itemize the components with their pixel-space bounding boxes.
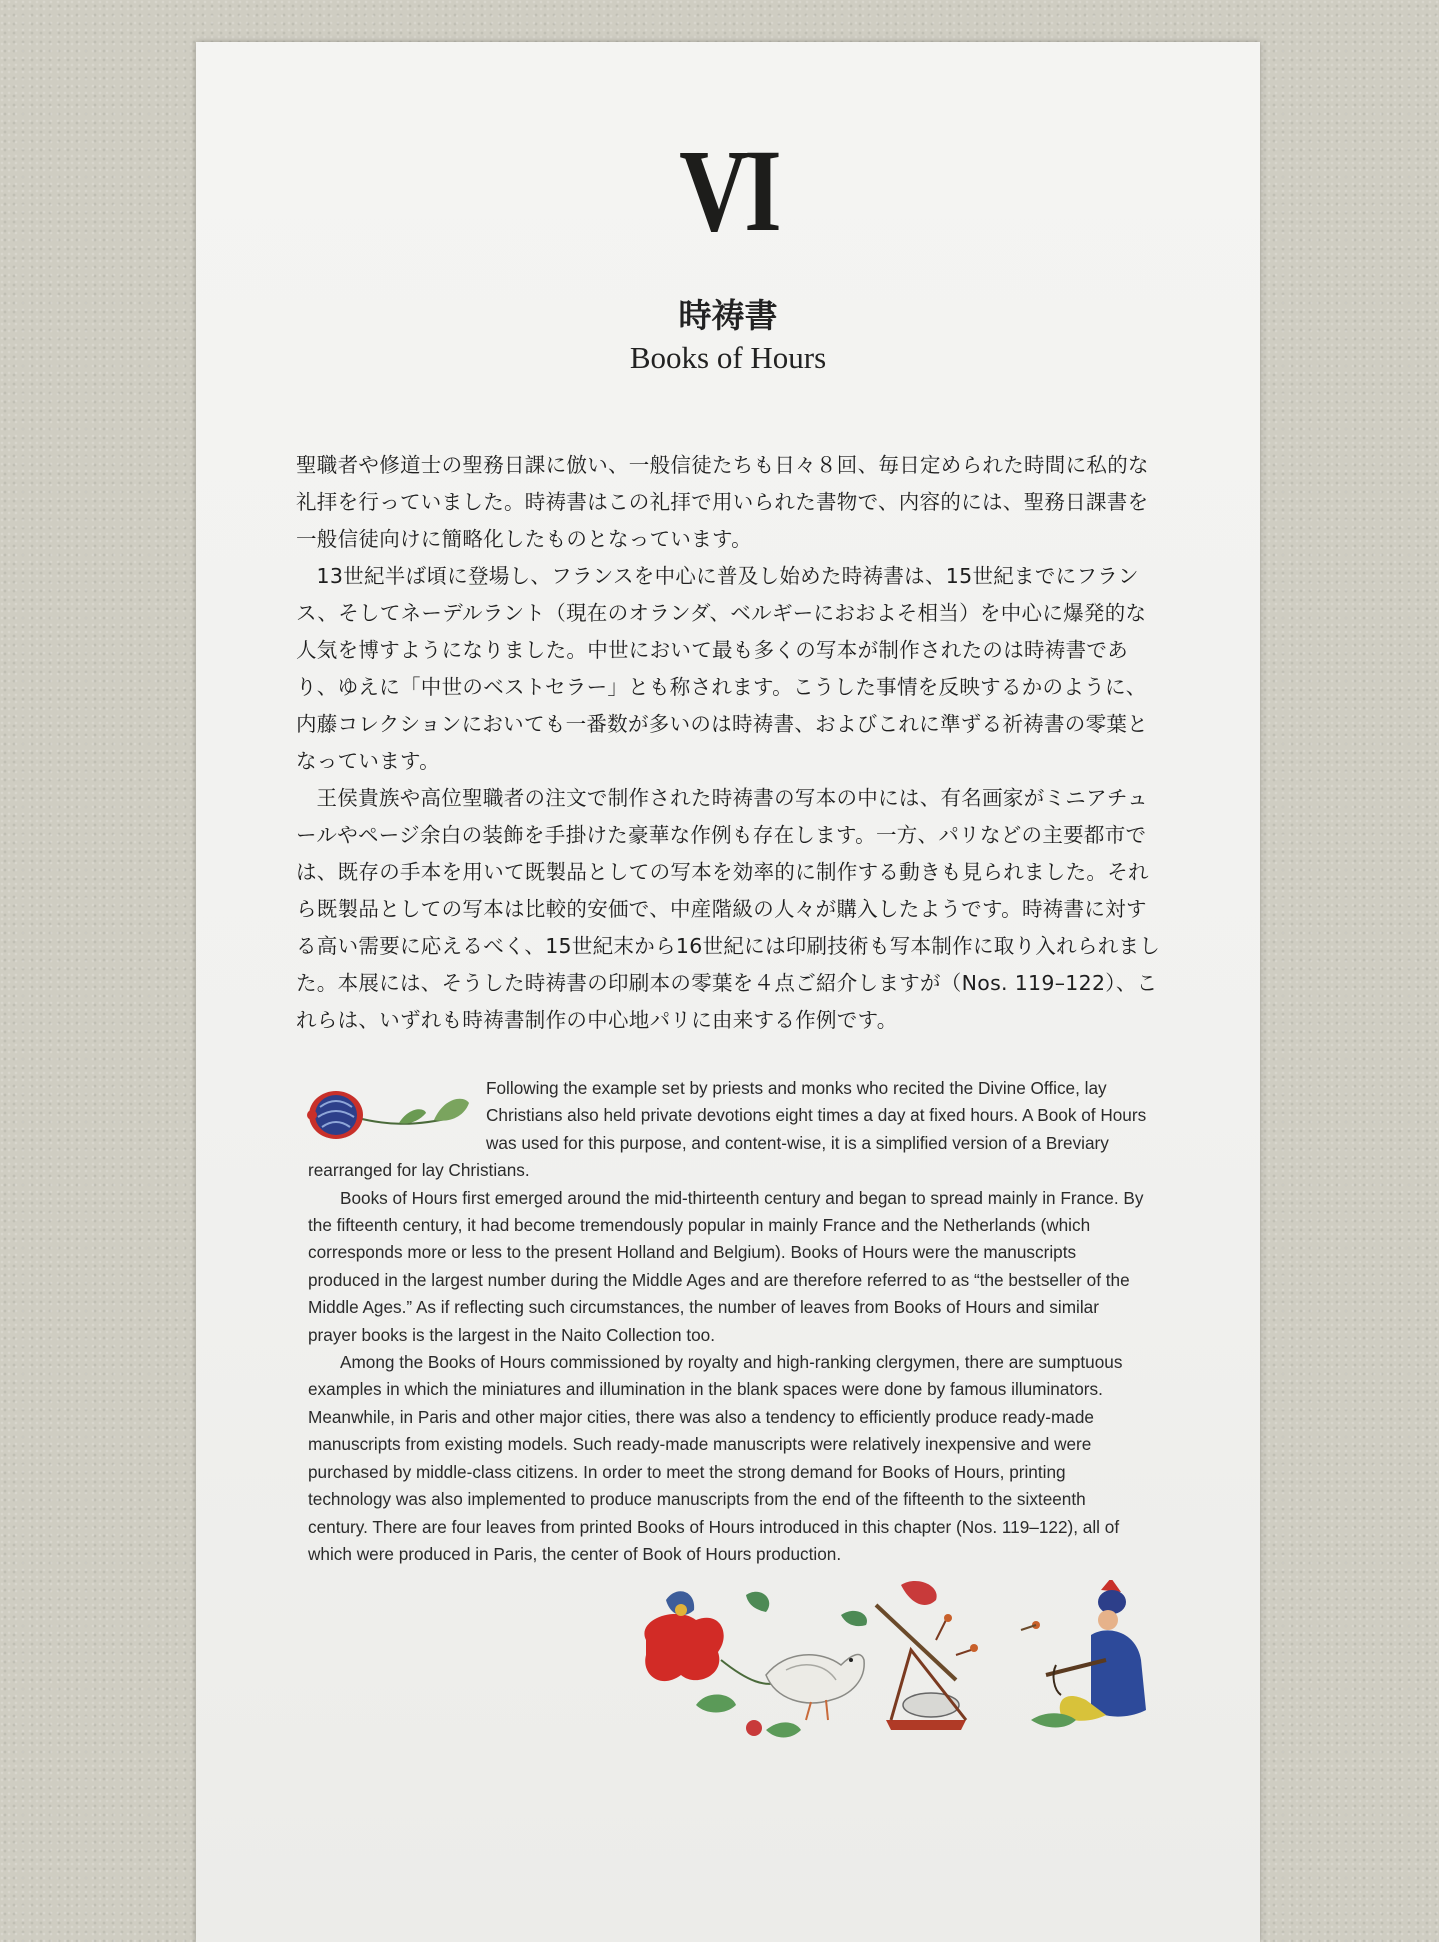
- english-text-block: [308, 1075, 1150, 1568]
- jp-paragraph: 13世紀半ば頃に登場し、フランスを中心に普及し始めた時祷書は、15世紀までにフランス、そしてネーデルラント（現在のオランダ、ベルギーにおおよそ相当）を中心に爆発的な人気を博すようになりました。中世において最も多くの写本が制作されたのは時祷書であり、ゆえに「中世のベストセラー」とも称されます。こうした事情を反映するかのように、内藤コレクションにおいても一番数が多いのは時祷書、およびこれに準ずる祈祷書の零葉となっています。: [296, 564, 1148, 773]
- title-japanese: 時祷書: [678, 296, 778, 335]
- jp-paragraph: 王侯貴族や高位聖職者の注文で制作された時祷書の写本の中には、有名画家がミニアチュールやページ余白の装飾を手掛けた豪華な作例も存在します。一方、パリなどの主要都市では、既存の手本を用いて既製品としての写本を効率的に制作する動きも見られました。それら既製品としての写本は比較的安価で、中産階級の人々が購入したようです。時祷書に対する高い需要に応えるべく、15世紀末から16世紀には印刷技術も写本制作に取り入れられました。本展には、そうした時祷書の印刷本の零葉を４点ご紹介しますが（Nos. 119–122）、これらは、いずれも時祷書制作の中心地パリに由来する作例です。: [296, 786, 1161, 1032]
- japanese-text-block: [296, 447, 1164, 1039]
- blue-flower-ornament-icon: [304, 1077, 476, 1149]
- en-paragraph: Books of Hours first emerged around the mid-thirteenth century and began to spread mainly in France. By the fifteenth century, it had become tremendously popular in mainly France and the Netherlands (which corresponds more or less to the present Holland and Belgium). Books of Hours were the manuscripts produced in the largest number during the Middle Ages and are therefore referred to as “the bestseller of the Middle Ages.” As if reflecting such circumstances, the number of leaves from Books of Hours and similar prayer books is the largest in the Naito Collection too.: [308, 1187, 1144, 1345]
- en-paragraph: Among the Books of Hours commissioned by royalty and high-ranking clergymen, there are sumptuous examples in which the miniatures and illumination in the blank spaces were done by famous illuminators. Meanwhile, in Paris and other major cities, there was also a tendency to efficiently produce ready-made manuscripts from existing models. Such ready-made manuscripts were relatively inexpensive and were purchased by middle-class citizens. In order to meet the strong demand for Books of Hours, printing technology was also implemented to produce manuscripts from the end of the fifteenth to the sixteenth century. There are four leaves from printed Books of Hours introduced in this chapter (Nos. 119–122), all of which were produced in Paris, the center of Book of Hours production.: [308, 1352, 1123, 1564]
- crossbow-figure-icon: [1021, 1580, 1146, 1728]
- dove-icon: [766, 1611, 867, 1720]
- chapter-numeral: VI: [679, 125, 777, 256]
- jp-paragraph: 聖職者や修道士の聖務日課に倣い、一般信徒たちも日々８回、毎日定められた時間に私的な礼拝を行っていました。時祷書はこの礼拝で用いられた書物で、内容的には、聖務日課書を一般信徒向けに簡略化したものとなっています。: [296, 453, 1149, 551]
- en-paragraph: Following the example set by priests and monks who recited the Divine Office, lay Christians also held private devotions eight times a day at fixed hours. A Book of Hours was used for this purpose, and content-wise, it is a simplified version of a Breviary rearranged for lay Christians.: [308, 1078, 1147, 1181]
- cooking-pot-icon: [876, 1581, 978, 1730]
- title-english: Books of Hours: [629, 340, 827, 375]
- exhibition-panel: [196, 42, 1260, 1942]
- marginalia-illustrations-icon: [636, 1580, 1156, 1750]
